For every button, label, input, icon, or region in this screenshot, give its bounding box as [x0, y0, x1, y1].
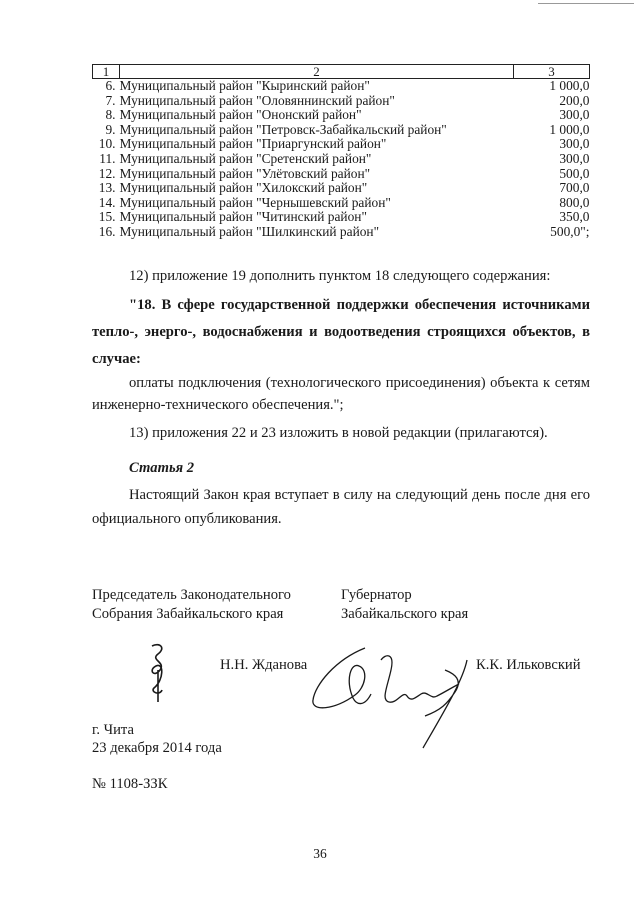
table-row: [93, 94, 590, 109]
row-value: 800,0: [559, 194, 590, 210]
table-row: [93, 108, 590, 123]
row-name: Муниципальный район "Приаргунский район": [119, 136, 387, 152]
row-number: 13.: [98, 180, 116, 196]
table-row: [93, 225, 590, 240]
row-name: Муниципальный район "Чернышевский район": [119, 194, 391, 210]
chair-signature: [140, 640, 180, 710]
row-value: 200,0: [559, 92, 590, 108]
municipal-table: [92, 64, 590, 240]
row-number: 7.: [105, 92, 116, 108]
item-13-paragraph: 13) приложения 22 и 23 изложить в новой редакции (прилагаются).: [129, 425, 548, 441]
item-18-heading: "18. В сфере государственной поддержки обеспечения источниками тепло-, энерго-, водоснабжения и водоотведения строящихся объектов, в случае:: [92, 297, 590, 367]
table-row: [93, 196, 590, 211]
item-18-body: оплаты подключения (технологического присоединения) объекта к сетям инженерно-технического обеспечения.";: [92, 375, 590, 413]
row-number: 11.: [99, 150, 116, 166]
row-name: Муниципальный район "Оловяннинский район": [119, 92, 395, 108]
row-name: Муниципальный район "Улётовский район": [119, 165, 371, 181]
row-number: 16.: [98, 223, 116, 239]
table-body: [93, 79, 590, 240]
table-row: [93, 181, 590, 196]
page-number: 36: [313, 846, 327, 861]
row-number: 15.: [98, 209, 116, 225]
signing-date: 23 декабря 2014 года: [92, 740, 222, 756]
chair-title-line: Председатель Законодательного: [92, 587, 291, 603]
governor-title-line: Забайкальского края: [341, 606, 469, 622]
table-row: [93, 210, 590, 225]
row-number: 9.: [105, 121, 116, 137]
row-name: Муниципальный район "Ононский район": [119, 107, 362, 123]
row-number: 6.: [105, 78, 116, 93]
table-header-cell: 1: [93, 65, 120, 79]
table-row: [93, 123, 590, 138]
table-header-row: [93, 65, 590, 79]
row-number: 8.: [105, 107, 116, 123]
top-edge-line: [538, 3, 634, 4]
law-number: № 1108-ЗЗК: [92, 776, 168, 792]
chair-name: Н.Н. Жданова: [220, 657, 308, 673]
row-value: 300,0: [559, 136, 590, 152]
city: г. Чита: [92, 722, 134, 738]
governor-title-line: Губернатор: [341, 587, 412, 603]
table-row: [93, 152, 590, 167]
item-12-paragraph: 12) приложение 19 дополнить пунктом 18 следующего содержания:: [129, 268, 551, 284]
table-row: [93, 137, 590, 152]
table-header-cell: 3: [514, 65, 590, 79]
row-name: Муниципальный район "Сретенский район": [119, 150, 372, 166]
row-value: 1 000,0: [549, 121, 590, 137]
chair-title: [92, 586, 291, 624]
article-2-body: Настоящий Закон края вступает в силу на следующий день после дня его официального опубликования.: [92, 487, 590, 527]
row-value: 500,0";: [550, 223, 590, 239]
row-name: Муниципальный район "Петровск-Забайкальский район": [119, 121, 447, 137]
governor-title: [341, 586, 468, 624]
table-row: [93, 167, 590, 182]
row-number: 10.: [98, 136, 116, 152]
row-value: 300,0: [559, 107, 590, 123]
governor-signature: [295, 640, 495, 755]
row-name: Муниципальный район "Шилкинский район": [119, 223, 380, 239]
row-value: 700,0: [559, 180, 590, 196]
article-2-title: Статья 2: [129, 460, 195, 476]
table-row: [93, 79, 590, 94]
row-value: 1 000,0: [549, 78, 590, 93]
row-value: 300,0: [559, 150, 590, 166]
row-name: Муниципальный район "Кыринский район": [119, 78, 370, 93]
row-name: Муниципальный район "Хилокский район": [119, 180, 368, 196]
row-number: 12.: [98, 165, 116, 181]
table-header-cell: 2: [120, 65, 514, 79]
chair-title-line: Собрания Забайкальского края: [92, 606, 284, 622]
row-name: Муниципальный район "Читинский район": [119, 209, 367, 225]
row-value: 500,0: [559, 165, 590, 181]
row-number: 14.: [98, 194, 116, 210]
row-value: 350,0: [559, 209, 590, 225]
governor-name: К.К. Ильковский: [476, 657, 581, 673]
